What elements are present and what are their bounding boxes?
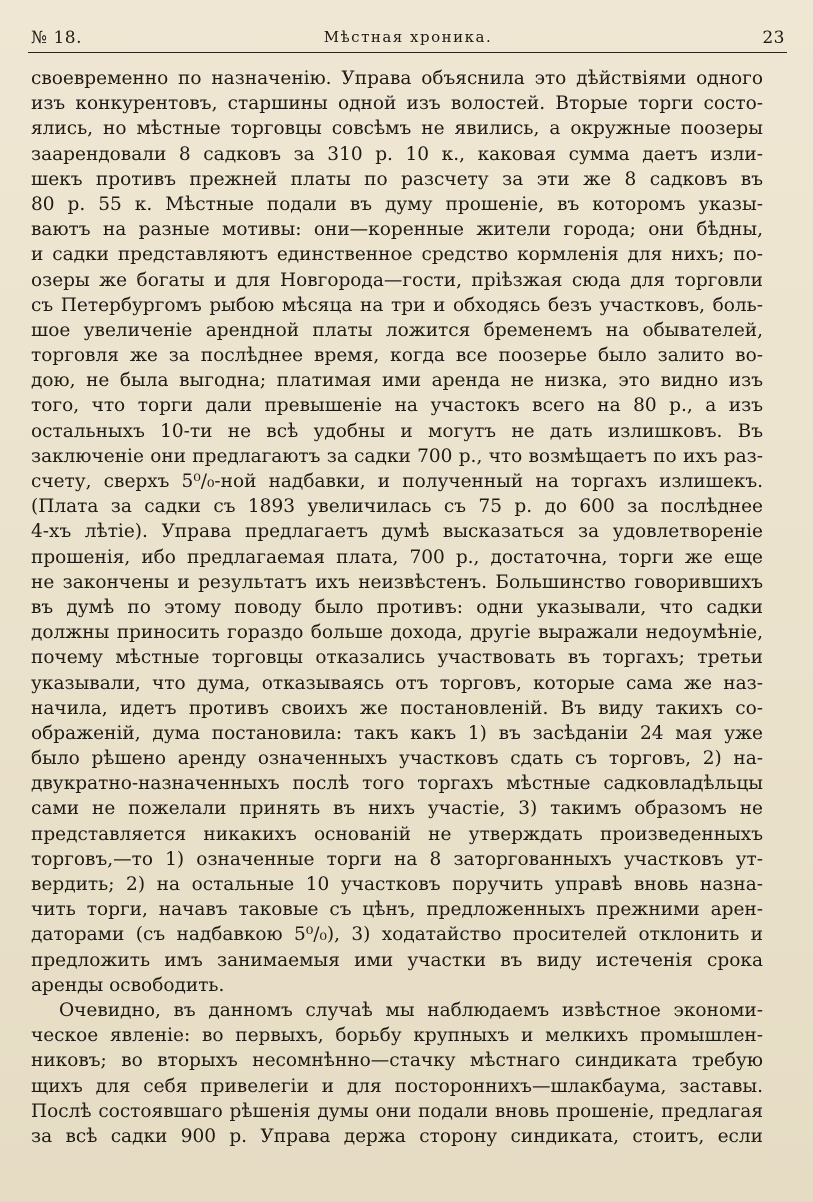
running-header <box>31 22 785 52</box>
article-body <box>31 66 763 1149</box>
text-line: аренды освободить. <box>31 974 225 996</box>
text-line: не закончены и результатъ ихъ неизвѣстенъ. Большинство говорившихъ <box>31 571 763 593</box>
text-line: торговля же за послѣднее время, когда все поозерье было залито во- <box>31 345 763 367</box>
text-line: счету, сверхъ 5⁰/₀-ной надбавки, и полученный на торгахъ излишекъ. <box>31 471 763 492</box>
text-line: никовъ; во вторыхъ несомнѣнно—стачку мѣстнаго синдиката требую <box>31 1050 763 1072</box>
page-number: 23 <box>762 28 785 48</box>
text-line: шекъ противъ прежней платы по разсчету за эти же 8 садковъ въ <box>31 168 763 190</box>
text-line: того, что торги дали превышеніе на участокъ всего на 80 р., а изъ <box>31 395 763 417</box>
header-rule <box>28 52 787 53</box>
text-line: Послѣ состоявшаго рѣшенія думы они подали вновь прошеніе, предлагая <box>31 1100 763 1122</box>
text-line: ображеній, дума постановила: такъ какъ 1) въ засѣданіи 24 мая уже <box>31 722 763 744</box>
text-line: прошенія, ибо предлагаемая плата, 700 р., достаточна, торги же еще <box>31 546 763 568</box>
text-line: заключеніе они предлагаютъ за садки 700 р., что возмѣщаетъ по ихъ раз- <box>31 445 763 467</box>
text-line: заарендовали 8 садковъ за 310 р. 10 к., каковая сумма даетъ изли- <box>31 143 763 165</box>
text-line: за всѣ садки 900 р. Управа держа сторону синдиката, стоитъ, если <box>31 1125 763 1147</box>
text-line: въ думѣ по этому поводу было противъ: одни указывали, что садки <box>31 596 763 618</box>
text-line: (Плата за садки съ 1893 увеличилась съ 75 р. до 600 за послѣднее <box>31 496 763 518</box>
text-line: торговъ,—то 1) означенные торги на 8 заторгованныхъ участковъ ут- <box>31 848 763 870</box>
text-line: двукратно-назначенныхъ послѣ того торгахъ мѣстные садковладѣльцы <box>31 773 763 795</box>
text-line: почему мѣстные торговцы отказались участвовать въ торгахъ; третьи <box>31 647 763 669</box>
running-title: Мѣстная хроника. <box>323 28 493 46</box>
text-line: 4-хъ лѣтіе). Управа предлагаетъ думѣ высказаться за удовлетвореніе <box>31 521 763 543</box>
text-line: сами не пожелали принять въ нихъ участіе, 3) такимъ образомъ не <box>31 798 763 820</box>
text-line: представляется никакихъ основаній не утверждать произведенныхъ <box>31 823 763 845</box>
text-line: съ Петербургомъ рыбою мѣсяца на три и обходясь безъ участковъ, боль- <box>31 294 763 316</box>
text-line: начила, идетъ противъ своихъ же постановленій. Въ виду такихъ со- <box>31 697 763 719</box>
text-line: остальныхъ 10-ти не всѣ удобны и могутъ не дать излишковъ. Въ <box>31 420 763 442</box>
text-line: ялись, но мѣстные торговцы совсѣмъ не явились, а окружные поозеры <box>31 118 763 140</box>
text-line: дою, не была выгодна; платимая ими аренда не низка, это видно изъ <box>31 370 763 392</box>
issue-number: № 18. <box>31 28 83 48</box>
text-line: ческое явленіе: во первыхъ, борьбу крупныхъ и мелкихъ промышлен- <box>31 1025 763 1047</box>
text-line: вердить; 2) на остальные 10 участковъ поручить управѣ вновь назна- <box>31 874 763 895</box>
text-line: и садки представляютъ единственное средство кормленія для нихъ; по- <box>31 244 763 266</box>
text-line: указывали, что дума, отказываясь отъ торговъ, которые сама же наз- <box>31 672 763 694</box>
text-line: даторами (съ надбавкою 5⁰/₀), 3) ходатайство просителей отклонить и <box>31 924 763 946</box>
text-line: Очевидно, въ данномъ случаѣ мы наблюдаемъ извѣстное экономи- <box>59 999 763 1021</box>
text-line: щихъ для себя привелегіи и для постороннихъ—шлакбаума, заставы. <box>31 1075 763 1097</box>
text-line: шое увеличеніе арендной платы ложится бременемъ на обывателей, <box>31 319 763 341</box>
text-line: изъ конкурентовъ, старшины одной изъ волостей. Вторые торги состо- <box>31 93 763 115</box>
text-line: предложить имъ занимаемыя ими участки въ виду истеченія срока <box>31 949 763 971</box>
text-line: ваютъ на разные мотивы: они—коренные жители города; они бѣдны, <box>31 219 763 241</box>
text-line: 80 р. 55 к. Мѣстные подали въ думу прошеніе, въ которомъ указы- <box>31 193 763 215</box>
text-line: чить торги, начавъ таковые съ цѣнъ, предложенныхъ прежними арен- <box>31 899 763 921</box>
text-line: было рѣшено аренду означенныхъ участковъ сдать съ торговъ, 2) на- <box>31 748 763 770</box>
text-line: должны приносить гораздо больше дохода, другіе выражали недоумѣніе, <box>31 622 763 644</box>
text-line: озеры же богаты и для Новгорода—гости, пріѣзжая сюда для торговли <box>31 269 763 291</box>
text-line: своевременно по назначенію. Управа объяснила это дѣйствіями одного <box>31 68 763 89</box>
